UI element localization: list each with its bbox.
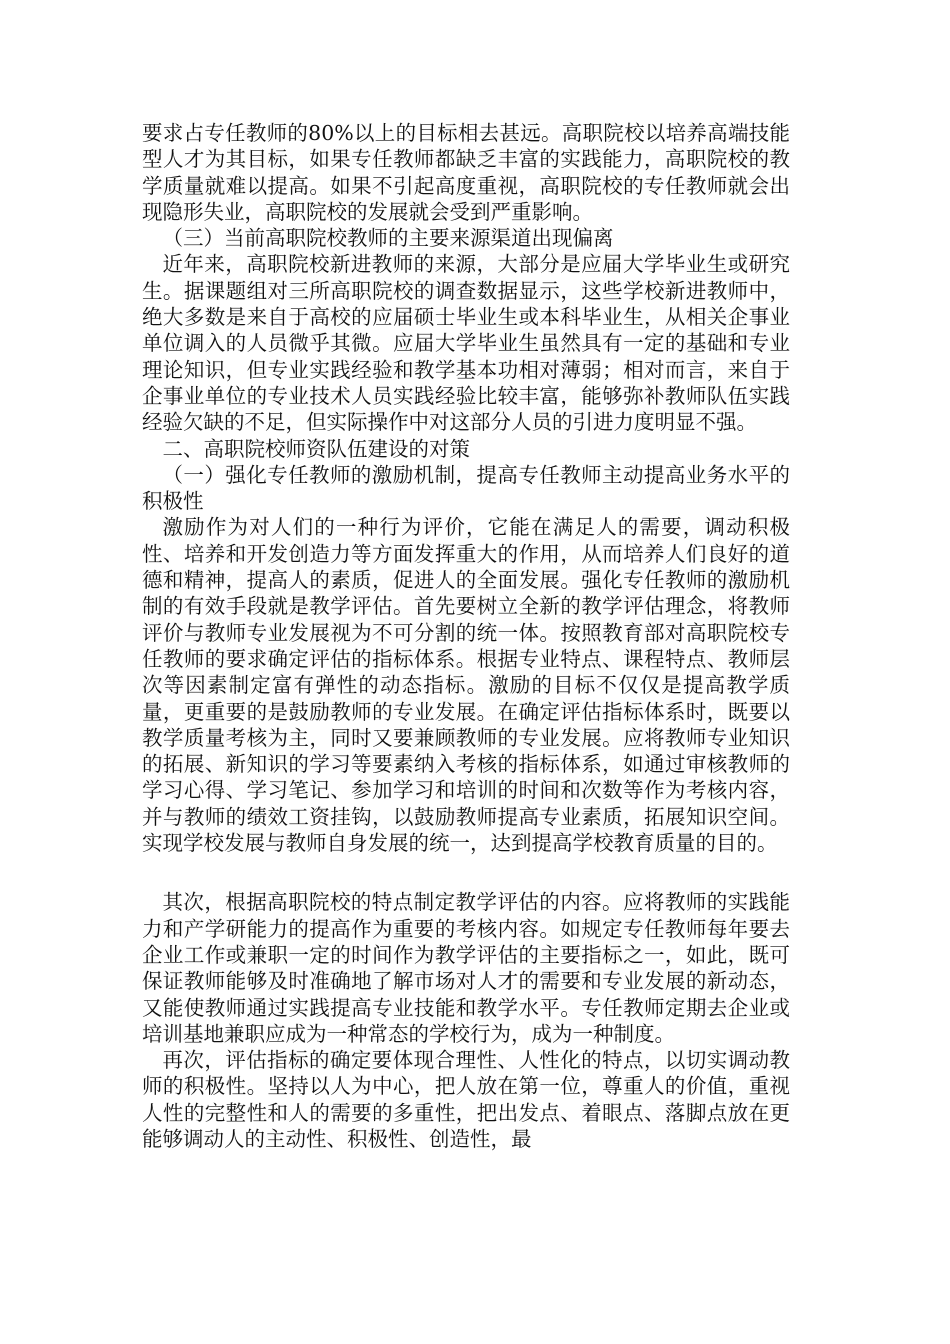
paragraph-gap — [142, 856, 790, 889]
paragraph-thirdly: 再次，评估指标的确定要体现合理性、人性化的特点，以切实调动教师的积极性。坚持以人为中心，把人放在第一位，尊重人的价值，重视人性的完整性和人的需要的多重性，把出发点、着眼点、落脚点放在更能够调动人的主动性、积极性、创造性，最 — [142, 1048, 790, 1151]
paragraph-continuation: 要求占专任教师的80%以上的目标相去甚远。高职院校以培养高端技能型人才为其目标，如果专任教师都缺乏丰富的实践能力，高职院校的教学质量就难以提高。如果不引起高度重视，高职院校的专任教师就会出现隐形失业，高职院校的发展就会受到严重影响。 — [142, 121, 790, 224]
section-heading-2: 二、高职院校师资队伍建设的对策 — [162, 436, 470, 461]
subheading-1: （一）强化专任教师的激励机制，提高专任教师主动提高业务水平的积极性 — [142, 462, 790, 514]
paragraph-teacher-sources: 近年来，高职院校新进教师的来源，大部分是应届大学毕业生或研究生。据课题组对三所高职院校的调查数据显示，这些学校新进教师中，绝大多数是来自于高校的应届硕士毕业生或本科毕业生，从相关企事业单位调入的人员微乎其微。应届大学毕业生虽然具有一定的基础和专业理论知识，但专业实践经验和教学基本功相对薄弱；相对而言，来自于企事业单位的专业技术人员实践经验比较丰富，能够弥补教师队伍实践经验欠缺的不足，但实际操作中对这部分人员的引进力度明显不强。 — [142, 252, 790, 435]
paragraph-secondly: 其次，根据高职院校的特点制定教学评估的内容。应将教师的实践能力和产学研能力的提高作为重要的考核内容。如规定专任教师每年要去企业工作或兼职一定的时间作为教学评估的主要指标之一，如此，既可保证教师能够及时准确地了解市场对人才的需要和专业发展的新动态，又能使教师通过实践提高专业技能和教学水平。专任教师定期去企业或培训基地兼职应成为一种常态的学校行为，成为一种制度。 — [142, 890, 790, 1046]
subheading-3: （三）当前高职院校教师的主要来源渠道出现偏离 — [162, 226, 614, 251]
paragraph-incentive: 激励作为对人们的一种行为评价，它能在满足人的需要，调动积极性、培养和开发创造力等方面发挥重大的作用，从而培养人们良好的道德和精神，提高人的素质，促进人的全面发展。强化专任教师的激励机制的有效手段就是教学评估。首先要树立全新的教学评估理念，将教师评价与教师专业发展视为不可分割的统一体。按照教育部对高职院校专任教师的要求确定评估的指标体系。根据专业特点、课程特点、教师层次等因素制定富有弹性的动态指标。激励的目标不仅仅是提高教学质量，更重要的是鼓励教师的专业发展。在确定评估指标体系时，既要以教学质量考核为主，同时又要兼顾教师的专业发展。应将教师专业知识的拓展、新知识的学习等要素纳入考核的指标体系，如通过审核教师的学习心得、学习笔记、参加学习和培训的时间和次数等作为考核内容，并与教师的绩效工资挂钩，以鼓励教师提高专业素质，拓展知识空间。实现学校发展与教师自身发展的统一，达到提高学校教育质量的目的。 — [142, 515, 790, 856]
